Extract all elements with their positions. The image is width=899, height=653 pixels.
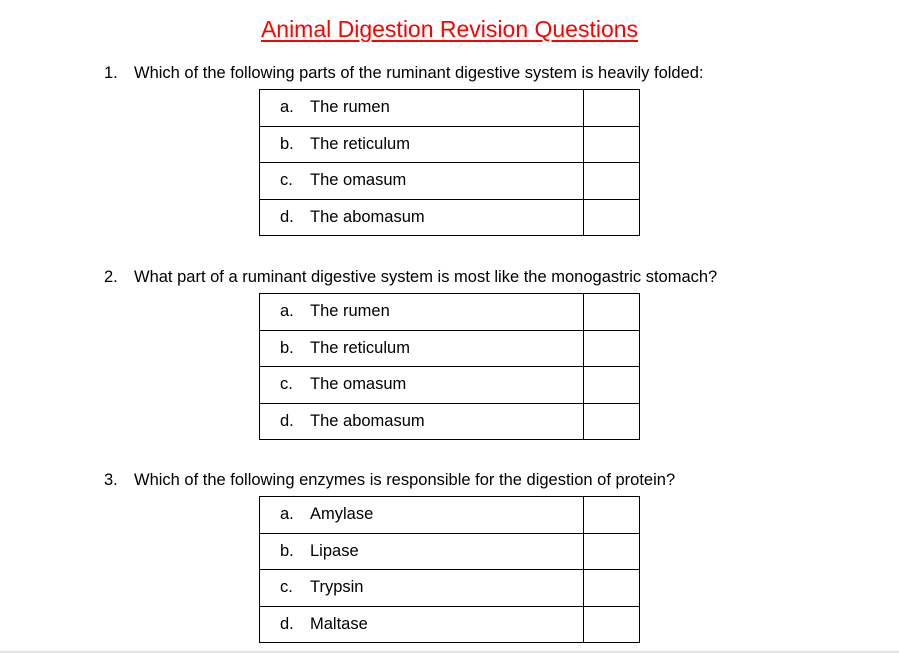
option-text: The rumen — [310, 302, 390, 320]
option-letter: a. — [280, 505, 294, 523]
question-prompt: What part of a ruminant digestive system is most like the monogastric stomach? — [134, 268, 718, 286]
option-letter: b. — [280, 338, 294, 357]
answer-box[interactable] — [584, 163, 640, 200]
option-text: Lipase — [310, 541, 359, 560]
answer-options-table — [259, 496, 640, 643]
option-text: Maltase — [310, 614, 368, 633]
option-text: The reticulum — [310, 338, 410, 357]
answer-box[interactable] — [584, 199, 640, 236]
question-text — [104, 471, 675, 490]
option-row — [260, 497, 640, 534]
option-letter: c. — [280, 171, 293, 189]
option-row — [260, 163, 640, 200]
option-row — [260, 367, 640, 404]
option-label — [260, 199, 584, 236]
option-letter: d. — [280, 411, 294, 430]
option-text: The abomasum — [310, 411, 425, 430]
answer-options-table — [259, 89, 640, 236]
question-prompt: Which of the following enzymes is responsible for the digestion of protein? — [134, 471, 676, 489]
document-title: Animal Digestion Revision Questions — [260, 16, 639, 42]
option-label — [260, 126, 584, 163]
answer-box[interactable] — [584, 606, 640, 643]
option-label — [260, 570, 584, 607]
option-row — [260, 403, 640, 440]
option-label — [260, 90, 584, 127]
option-text: The abomasum — [310, 207, 425, 226]
answer-box[interactable] — [584, 126, 640, 163]
option-text: The reticulum — [310, 134, 410, 153]
answer-options-table — [259, 293, 640, 440]
option-label — [260, 367, 584, 404]
question-prompt: Which of the following parts of the ruminant digestive system is heavily folded: — [134, 64, 704, 82]
option-text: The rumen — [310, 98, 390, 116]
answer-box[interactable] — [584, 403, 640, 440]
answer-box[interactable] — [584, 367, 640, 404]
question-text — [104, 268, 717, 287]
question-number: 2. — [104, 268, 118, 286]
answer-box[interactable] — [584, 570, 640, 607]
option-label — [260, 330, 584, 367]
option-text: The omasum — [310, 375, 407, 393]
answer-box[interactable] — [584, 533, 640, 570]
option-text: The omasum — [310, 171, 407, 189]
option-row — [260, 570, 640, 607]
option-label — [260, 533, 584, 570]
answer-box[interactable] — [584, 90, 640, 127]
option-label — [260, 606, 584, 643]
option-label — [260, 497, 584, 534]
question-number: 3. — [104, 471, 118, 489]
option-row — [260, 533, 640, 570]
answer-box[interactable] — [584, 330, 640, 367]
option-row — [260, 606, 640, 643]
option-letter: a. — [280, 98, 294, 116]
option-text: Amylase — [310, 505, 374, 523]
answer-box[interactable] — [584, 294, 640, 331]
question-number: 1. — [104, 64, 118, 82]
option-letter: d. — [280, 207, 294, 226]
option-letter: b. — [280, 134, 294, 153]
option-row — [260, 330, 640, 367]
option-row — [260, 199, 640, 236]
answer-box[interactable] — [584, 497, 640, 534]
option-text: Trypsin — [310, 578, 364, 596]
option-letter: a. — [280, 302, 294, 320]
option-row — [260, 294, 640, 331]
option-letter: c. — [280, 578, 293, 596]
option-letter: c. — [280, 375, 293, 393]
option-row — [260, 90, 640, 127]
option-label — [260, 403, 584, 440]
option-label — [260, 294, 584, 331]
option-letter: d. — [280, 614, 294, 633]
option-row — [260, 126, 640, 163]
option-letter: b. — [280, 541, 294, 560]
option-label — [260, 163, 584, 200]
question-text — [104, 64, 704, 83]
